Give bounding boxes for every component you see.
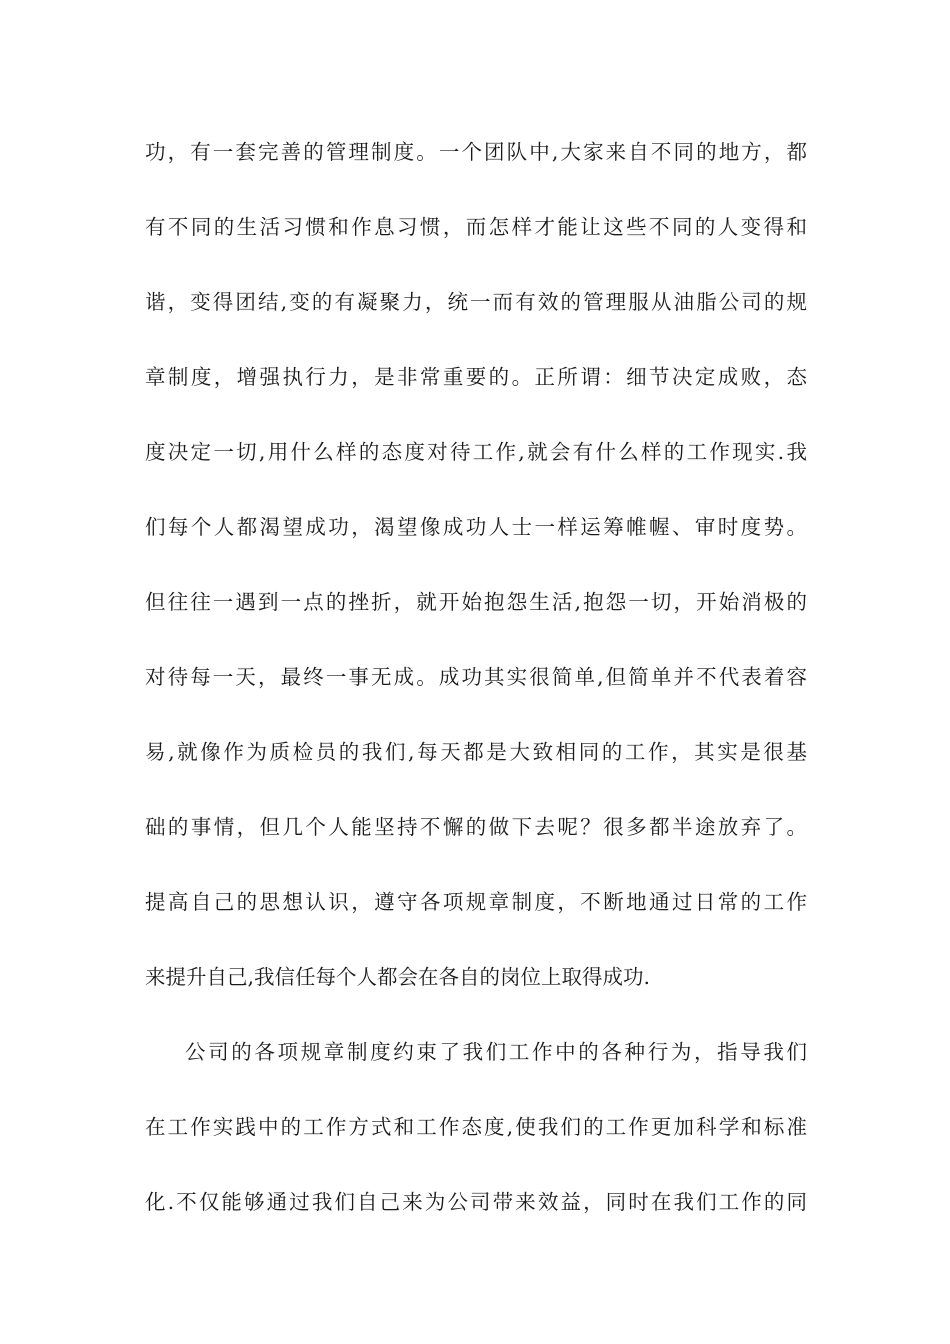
text-line: 章制度，增强执行力，是非常重要的。正所谓：细节决定成败，态 [145,365,807,389]
text-line: 们每个人都渴望成功，渴望像成功人士一样运筹帷幄、审时度势。 [145,515,807,539]
text-line: 对待每一天，最终一事无成。成功其实很简单,但简单并不代表着容 [145,665,807,689]
text-line: 功，有一套完善的管理制度。一个团队中,大家来自不同的地方，都 [145,140,807,164]
text-line: 在工作实践中的工作方式和工作态度,使我们的工作更加科学和标准 [145,1115,807,1139]
text-line: 化.不仅能够通过我们自己来为公司带来效益，同时在我们工作的同 [145,1190,807,1214]
paragraph-start-line: 公司的各项规章制度约束了我们工作中的各种行为，指导我们 [185,1040,807,1064]
text-line: 础的事情，但几个人能坚持不懈的做下去呢？很多都半途放弃了。 [145,815,807,839]
text-line: 提高自己的思想认识，遵守各项规章制度，不断地通过日常的工作 [145,890,807,914]
text-line: 但往往一遇到一点的挫折，就开始抱怨生活,抱怨一切，开始消极的 [145,590,807,614]
text-line: 有不同的生活习惯和作息习惯，而怎样才能让这些不同的人变得和 [145,215,807,239]
text-line: 谐，变得团结,变的有凝聚力，统一而有效的管理服从油脂公司的规 [145,290,807,314]
text-line: 易,就像作为质检员的我们,每天都是大致相同的工作，其实是很基 [145,740,807,764]
text-line: 度决定一切,用什么样的态度对待工作,就会有什么样的工作现实.我 [145,440,807,464]
paragraph-end-line: 来提升自己,我信任每个人都会在各自的岗位上取得成功. [145,965,651,989]
